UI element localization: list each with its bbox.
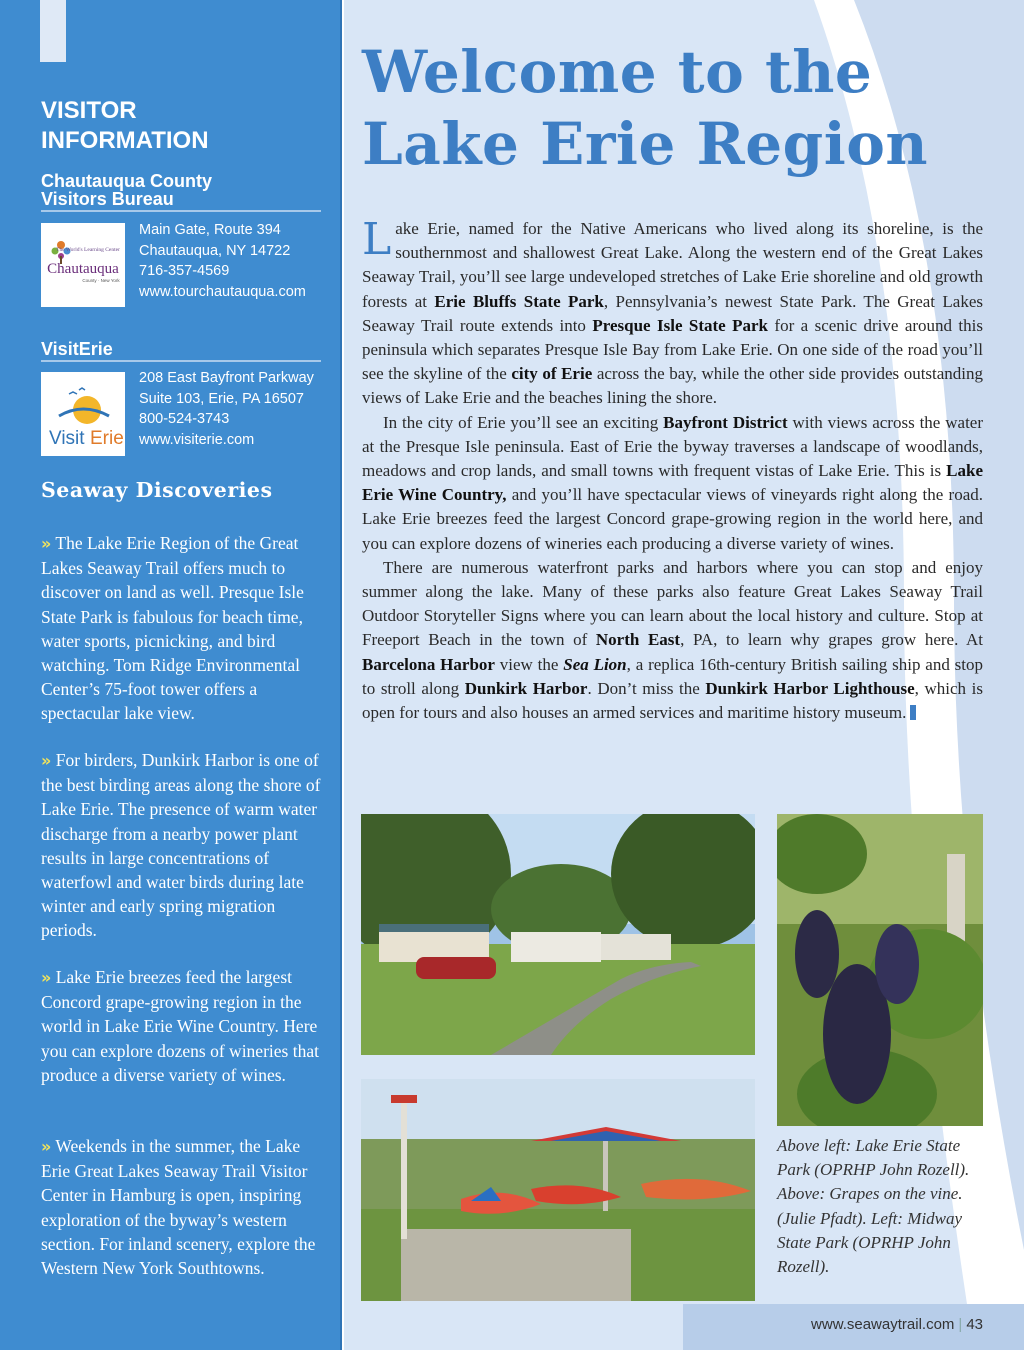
title-line-2: Lake Erie Region xyxy=(362,110,929,178)
article-paragraph-1: Lake Erie, named for the Native Americans who lived along its shoreline, is the southernmost and shallowest Great Lake. Along the western end of the Great Lakes Seaway Trail, you’ll see large undeveloped stretches of Lake Erie shoreline and old growth forests at Erie Bluffs State Park, Pennsylvania’s newest State Park. The Great Lakes Seaway Trail route extends into Presque Isle State Park for a scenic drive around this peninsula which separates Presque Isle Bay from Lake Erie. On one side of the road you’ll see the skyline of the city of Erie across the bay, while the other side provides outstanding views of Lake Erie and the beaches lining the shore. xyxy=(362,214,984,408)
org2-phone: 800-524-3743 xyxy=(139,411,230,427)
emphasized-place-name: Lake Erie Wine Country, xyxy=(362,461,983,505)
emphasized-place-name: city of Erie xyxy=(511,364,593,384)
chautauqua-logo xyxy=(41,223,125,307)
chautauqua-bureau-name xyxy=(41,172,321,208)
sidebar-tab-mark xyxy=(40,0,66,62)
page-number: 43 xyxy=(966,1316,983,1333)
discovery-text: The Lake Erie Region of the Great Lakes Seaway Trail offers much to discover on land as well. Presque Isle State Park is fabulous for beach time, water sports, picnicking, and bird watching. Tom Ridge Environmental Center’s 75-foot tower offers a spectacular lake view. xyxy=(41,533,304,724)
chevron-icon: » xyxy=(41,534,52,553)
org2-divider xyxy=(41,360,321,362)
emphasized-place-name: Bayfront District xyxy=(663,412,788,432)
title-line-1: Welcome to the xyxy=(362,38,873,106)
article-paragraph-2: In the city of Erie you’ll see an exciting Bayfront District with views across the water at the Presque Isle peninsula. East of Erie the byway traverses a landscape of woodlands, meadows and crop lands, and small towns with frequent vistas of Lake Erie. This is Lake Erie Wine Country, and you’ll have spectacular views of vineyards right along the road. Lake Erie breezes feed the largest Concord grape-growing region in the world here, and you can explore dozens of wineries each producing a diverse variety of wines. xyxy=(362,412,984,553)
svg-text:The World's Learning Center: The World's Learning Center xyxy=(56,247,120,253)
emphasized-place-name: Barcelona Harbor xyxy=(362,654,495,674)
emphasized-place-name: Presque Isle State Park xyxy=(592,315,769,335)
grapes-on-vine-photo xyxy=(777,814,983,1126)
emphasized-place-name: North East xyxy=(595,630,681,650)
footer-url[interactable]: www.seawaytrail.com xyxy=(811,1316,955,1333)
emphasized-place-name: Dunkirk Harbor Lighthouse xyxy=(705,678,915,698)
page-footer xyxy=(683,1316,983,1333)
emphasized-place-name: Dunkirk Harbor xyxy=(464,678,588,698)
chevron-icon: » xyxy=(41,1137,52,1156)
visiterie-name: VisitErie xyxy=(41,339,113,359)
emphasized-ship-name: Sea Lion xyxy=(563,654,627,674)
chevron-icon: » xyxy=(41,968,52,987)
org1-phone: 716-357-4569 xyxy=(139,263,230,279)
article-body xyxy=(362,214,984,725)
svg-text:Erie: Erie xyxy=(90,428,124,449)
discovery-item xyxy=(41,748,331,943)
lake-erie-state-park-photo xyxy=(361,814,755,1055)
org1-street: Main Gate, Route 394 xyxy=(139,222,281,238)
svg-text:Chautauqua: Chautauqua xyxy=(47,261,119,277)
heading-line-1: VISITOR xyxy=(41,97,137,124)
midway-state-park-photo xyxy=(361,1079,755,1301)
org2-city: Suite 103, Erie, PA 16507 xyxy=(139,390,304,407)
visiterie-logo xyxy=(41,372,125,456)
end-mark xyxy=(910,705,916,720)
discovery-text: For birders, Dunkirk Harbor is one of the best birding areas along the shore of Lake Erie. The presence of warm water discharge from a nearby power plant results in large concentrations of waterfowl and water birds during late winter and early spring migration periods. xyxy=(41,750,321,941)
heading-line-2: INFORMATION xyxy=(41,127,209,154)
discovery-text: Weekends in the summer, the Lake Erie Great Lakes Seaway Trail Visitor Center in Hamburg is open, inspiring exploration of the byway’s western section. For inland scenery, explore the Western New York Southtowns. xyxy=(41,1136,316,1279)
org1-contact xyxy=(139,220,334,302)
org2-contact xyxy=(139,368,334,450)
discovery-item xyxy=(41,965,331,1087)
discovery-text: Lake Erie breezes feed the largest Concord grape-growing region in the world in Lake Erie Wine Country. Here you can explore dozens of wineries that produce a diverse variety of wines. xyxy=(41,967,319,1085)
photo-caption: Above left: Lake Erie State Park (OPRHP John Rozell). Above: Grapes on the vine. (Julie Pfadt). Left: Midway State Park (OPRHP John Rozell). xyxy=(777,1136,970,1277)
discovery-item xyxy=(41,1134,331,1280)
drop-cap: L xyxy=(362,214,392,265)
visitor-information-heading xyxy=(41,96,311,156)
seaway-discoveries-heading: Seaway Discoveries xyxy=(41,478,273,502)
svg-text:County · New York: County · New York xyxy=(82,278,120,283)
discovery-item xyxy=(41,531,331,726)
org1-city: Chautauqua, NY 14722 xyxy=(139,242,291,259)
emphasized-place-name: Erie Bluffs State Park xyxy=(434,291,604,311)
org2-street: 208 East Bayfront Parkway xyxy=(139,370,314,386)
org1-website[interactable]: www.tourchautauqua.com xyxy=(139,283,306,300)
chevron-icon: » xyxy=(41,751,52,770)
visitor-info-sidebar xyxy=(0,0,342,1350)
org1-divider xyxy=(41,210,321,212)
org2-website[interactable]: www.visiterie.com xyxy=(139,431,255,448)
org1-name-line-2: Visitors Bureau xyxy=(41,189,174,209)
footer-separator: | xyxy=(958,1316,963,1333)
article-paragraph-3: There are numerous waterfront parks and harbors where you can stop and enjoy summer along the lake. Many of these parks also feature Great Lakes Seaway Trail Outdoor Storyteller Signs where you can learn about the local history and culture. Stop at Freeport Beach in the town of North East, PA, to learn why grapes grow here. At Barcelona Harbor view the Sea Lion, a replica 16th-century British sailing ship and stop to stroll along Dunkirk Harbor. Don’t miss the Dunkirk Harbor Lighthouse, which is open for tours and also houses an armed services and maritime history museum. xyxy=(362,557,984,723)
page-title xyxy=(362,36,1002,180)
svg-text:Visit: Visit xyxy=(49,428,85,449)
org1-name-line-1: Chautauqua County xyxy=(41,171,212,191)
